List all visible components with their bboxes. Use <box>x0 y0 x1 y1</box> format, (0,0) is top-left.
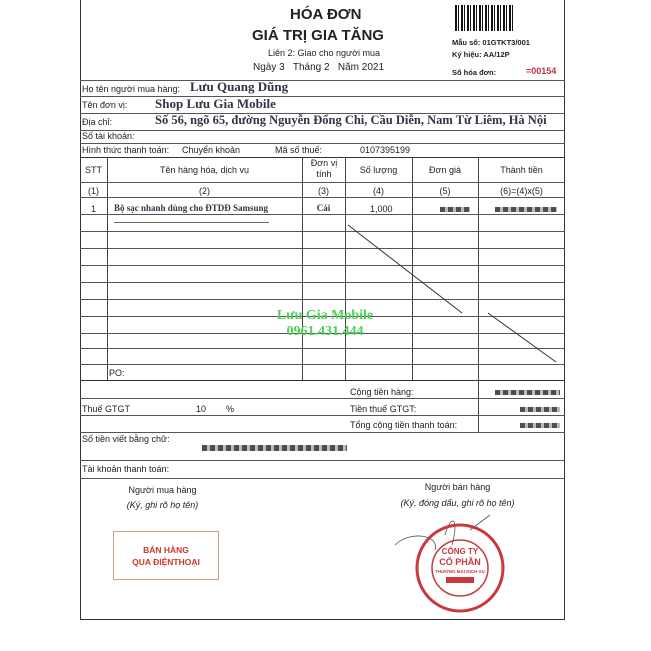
address: Số 56, ngõ 65, đường Nguyễn Đổng Chi, Cầu Diễn, Nam Từ Liêm, Hà Nội <box>155 113 547 127</box>
row-item-name: Bộ sạc nhanh dùng cho ĐTDĐ Samsung <box>114 203 269 213</box>
watermark-name: Lưu Gia Mobile <box>276 308 374 323</box>
unit-name: Shop Lưu Gia Mobile <box>155 96 276 111</box>
redacted-vat <box>520 407 560 412</box>
row-unit: Cái <box>316 203 331 213</box>
unit-label: Tên đơn vị: <box>82 100 128 110</box>
redacted-total <box>520 423 560 428</box>
buyer-name: Lưu Quang Dũng <box>190 79 289 94</box>
seal-line: CÔNG TY <box>441 547 479 556</box>
redacted-subtotal <box>495 390 560 395</box>
col-number: (4) <box>373 186 384 196</box>
seller-signature-title: Người bán hàng <box>424 482 491 492</box>
buyer-name-label: Họ tên người mua hàng: <box>82 84 180 94</box>
payment-label: Hình thức thanh toán: <box>82 145 170 155</box>
col-header: STT <box>85 165 102 175</box>
col-header: Đơn vị tính <box>310 158 338 179</box>
watermark <box>240 308 410 340</box>
col-number: (6)=(4)x(5) <box>500 186 543 196</box>
col-number: (3) <box>318 186 329 196</box>
seal-line: CỔ PHẦN <box>439 557 481 567</box>
symbol: Ký hiệu: AA/12P <box>452 50 510 59</box>
po-label: PO: <box>109 368 125 378</box>
seal-text <box>430 547 490 577</box>
subtotal-label: Cộng tiền hàng: <box>350 387 414 397</box>
vat-rate: 10 <box>196 404 207 414</box>
in-words-label: Số tiền viết bằng chữ: <box>82 434 170 444</box>
percent-sign: % <box>226 404 235 414</box>
seller-signature-note: (Ký, đóng dấu, ghi rõ họ tên) <box>400 498 515 508</box>
col-header: Tên hàng hóa, dịch vụ <box>159 165 250 175</box>
account-label: Số tài khoản: <box>82 131 135 141</box>
invoice-subtitle: GIÁ TRỊ GIA TĂNG <box>252 27 384 44</box>
redacted-in-words <box>202 445 347 451</box>
form-number: Mẫu số: 01GTKT3/001 <box>452 38 530 47</box>
stamp-line: QUA ĐIỆNTHOẠI <box>132 557 200 567</box>
invoice-no-label: Số hóa đơn: <box>452 68 497 77</box>
vat-label: Thuế GTGT <box>82 404 131 414</box>
col-number: (1) <box>88 186 99 196</box>
total-label: Tổng cộng tiền thanh toán: <box>350 420 458 430</box>
sales-stamp-box <box>113 531 219 580</box>
payment-account-label: Tài khoản thanh toán: <box>82 464 170 474</box>
invoice-title: HÓA ĐƠN <box>290 6 362 23</box>
address-label: Địa chỉ: <box>82 117 113 127</box>
copy-label: Liên 2: Giao cho người mua <box>268 48 380 58</box>
row-stt: 1 <box>90 204 96 214</box>
col-number: (2) <box>199 186 210 196</box>
col-number: (5) <box>439 186 451 196</box>
invoice-number: =00154 <box>526 66 557 76</box>
col-header: Số lượng <box>359 165 398 175</box>
row-quantity: 1,000 <box>370 204 393 214</box>
vat-amount-label: Tiền thuế GTGT: <box>350 404 417 414</box>
watermark-phone: 0961.431.444 <box>286 324 364 339</box>
seal-line: THƯƠNG MẠI DỊCH VỤ <box>435 569 485 574</box>
buyer-signature-title: Người mua hàng <box>128 485 197 495</box>
buyer-signature-note: (Ký, ghi rõ họ tên) <box>126 500 199 510</box>
tax-code-label: Mã số thuế: <box>275 145 323 155</box>
invoice-date: Ngày 3 Tháng 2 Năm 2021 <box>253 62 385 73</box>
col-header: Đơn giá <box>429 165 461 175</box>
stamp-line: BÁN HÀNG <box>143 545 189 555</box>
col-header: Thành tiền <box>500 165 543 175</box>
payment-method: Chuyển khoản <box>182 145 241 155</box>
tax-code: 0107395199 <box>360 145 411 155</box>
